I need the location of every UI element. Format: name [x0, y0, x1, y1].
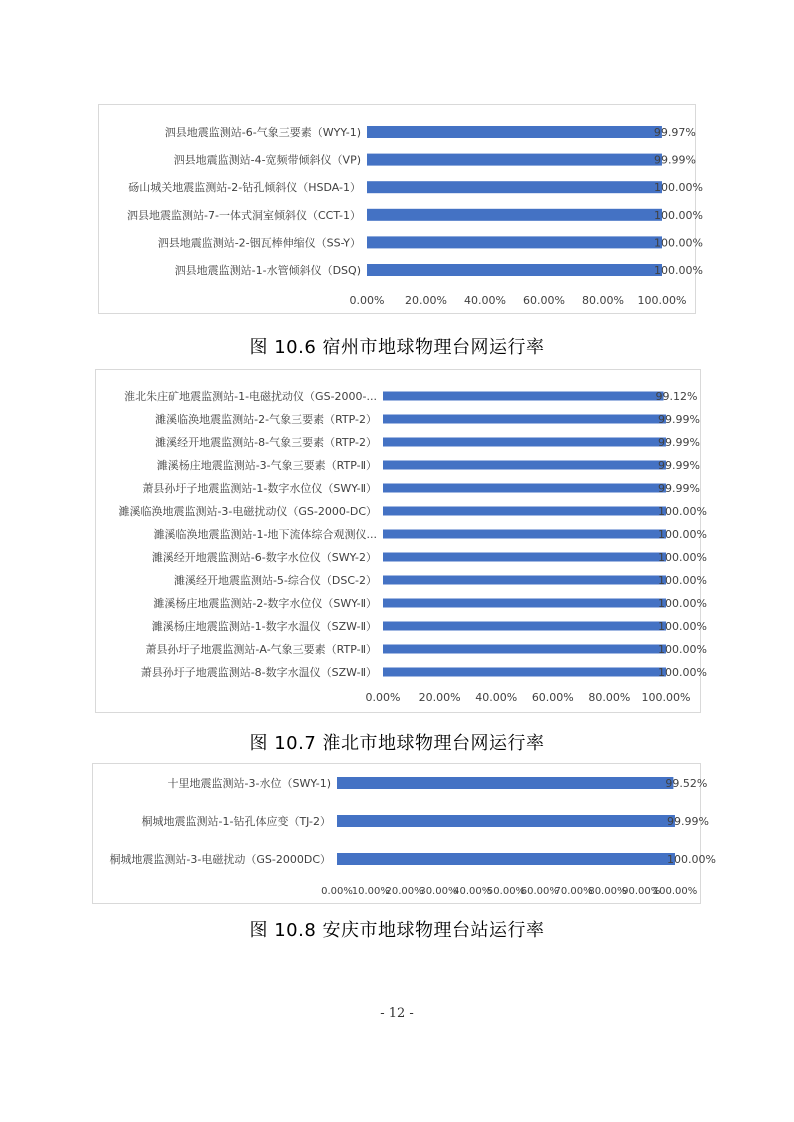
bar — [383, 415, 666, 424]
data-label: 99.99% — [666, 815, 709, 828]
bar — [383, 392, 664, 401]
x-tick-label: 20.00% — [405, 294, 447, 307]
bar — [383, 668, 666, 677]
data-label: 100.00% — [654, 236, 703, 250]
x-tick-label: 100.00% — [637, 294, 687, 307]
x-tick-label: 10.00% — [351, 886, 390, 897]
category-label: 泗县地震监测站-1-水管倾斜仪（DSQ) — [174, 264, 361, 277]
x-tick-label: 0.00% — [321, 886, 353, 897]
bar — [337, 777, 673, 789]
category-label: 萧县孙圩子地震监测站-8-数字水温仪（SZW-Ⅱ） — [140, 666, 377, 679]
page-number: - 12 - — [380, 1006, 414, 1021]
data-label: 99.52% — [665, 777, 708, 790]
data-label: 100.00% — [658, 528, 707, 541]
category-label: 桐城地震监测站-3-电磁扰动（GS-2000DC） — [109, 853, 331, 866]
x-tick-label: 40.00% — [453, 886, 492, 897]
category-label: 濉溪临涣地震监测站-1-地下流体综合观测仪... — [153, 528, 377, 541]
bar — [367, 154, 662, 166]
x-tick-label: 0.00% — [349, 294, 385, 307]
x-tick-label: 80.00% — [588, 691, 631, 704]
category-label: 泗县地震监测站-4-宽频带倾斜仪（VP) — [173, 153, 361, 167]
bar — [383, 438, 666, 447]
x-tick-label: 80.00% — [582, 294, 624, 307]
category-label: 桐城地震监测站-1-钻孔体应变（TJ-2） — [141, 815, 331, 828]
data-label: 99.12% — [655, 390, 698, 403]
bar — [383, 622, 666, 631]
x-tick-label: 60.00% — [523, 294, 565, 307]
x-tick-label: 100.00% — [641, 691, 691, 704]
x-tick-label: 60.00% — [531, 691, 574, 704]
data-label: 99.99% — [653, 153, 696, 167]
x-tick-label: 20.00% — [385, 886, 424, 897]
bar — [367, 236, 662, 248]
data-label: 99.97% — [653, 126, 696, 139]
chart-anqing-svg — [93, 764, 716, 903]
bar — [383, 461, 666, 470]
chart-huaibei-svg — [96, 370, 707, 712]
x-tick-label: 80.00% — [588, 886, 627, 897]
category-label: 濉溪经开地震监测站-8-气象三要素（RTP-2） — [155, 436, 377, 449]
bar — [383, 553, 666, 562]
data-label: 100.00% — [658, 505, 707, 518]
chart-suzhou-svg — [99, 105, 703, 313]
x-tick-label: 40.00% — [475, 691, 518, 704]
bar — [337, 815, 675, 827]
data-label: 100.00% — [654, 181, 703, 195]
data-label: 100.00% — [658, 551, 707, 564]
category-label: 萧县孙圩子地震监测站-A-气象三要素（RTP-Ⅱ） — [145, 643, 377, 656]
x-tick-label: 40.00% — [464, 294, 506, 307]
x-tick-label: 100.00% — [652, 886, 698, 897]
category-label: 濉溪临涣地震监测站-2-气象三要素（RTP-2） — [155, 413, 377, 426]
x-tick-label: 90.00% — [622, 886, 661, 897]
bar — [383, 576, 666, 585]
data-label: 100.00% — [654, 264, 703, 277]
bar — [367, 126, 662, 138]
data-label: 100.00% — [654, 208, 703, 222]
bar — [383, 507, 666, 516]
x-tick-label: 70.00% — [554, 886, 593, 897]
x-tick-label: 20.00% — [418, 691, 461, 704]
bar — [383, 599, 666, 608]
category-label: 砀山城关地震监测站-2-钻孔倾斜仪（HSDA-1） — [128, 181, 361, 195]
data-label: 99.99% — [657, 413, 700, 426]
bar — [383, 645, 666, 654]
category-label: 泗县地震监测站-6-气象三要素（WYY-1) — [164, 126, 361, 139]
category-label: 萧县孙圩子地震监测站-1-数字水位仪（SWY-Ⅱ） — [142, 482, 377, 495]
bar — [337, 853, 675, 865]
category-label: 泗县地震监测站-7-一体式洞室倾斜仪（CCT-1） — [127, 208, 361, 222]
caption-fig-10-7: 图 10.7 淮北市地球物理台网运行率 — [249, 733, 545, 754]
x-tick-label: 0.00% — [365, 691, 401, 704]
bar — [367, 264, 662, 276]
data-label: 99.99% — [657, 459, 700, 472]
category-label: 泗县地震监测站-2-铟瓦棒伸缩仪（SS-Y） — [157, 236, 361, 250]
caption-fig-10-8: 图 10.8 安庆市地球物理台站运行率 — [249, 920, 545, 941]
category-label: 濉溪临涣地震监测站-3-电磁扰动仪（GS-2000-DC） — [118, 505, 377, 518]
data-label: 100.00% — [658, 620, 707, 633]
category-label: 濉溪杨庄地震监测站-3-气象三要素（RTP-Ⅱ） — [156, 459, 377, 472]
category-label: 濉溪经开地震监测站-5-综合仪（DSC-2） — [173, 574, 377, 587]
x-tick-label: 60.00% — [520, 886, 559, 897]
data-label: 100.00% — [658, 597, 707, 610]
data-label: 99.99% — [657, 482, 700, 495]
caption-fig-10-6: 图 10.6 宿州市地球物理台网运行率 — [249, 337, 545, 358]
x-tick-label: 50.00% — [486, 886, 526, 897]
data-label: 100.00% — [658, 643, 707, 656]
data-label: 100.00% — [667, 853, 716, 866]
bar — [367, 209, 662, 221]
bar — [367, 181, 662, 193]
category-label: 十里地震监测站-3-水位（SWY-1) — [167, 777, 331, 790]
category-label: 濉溪杨庄地震监测站-2-数字水位仪（SWY-Ⅱ） — [153, 597, 377, 610]
chart-suzhou — [98, 104, 703, 314]
category-label: 淮北朱庄矿地震监测站-1-电磁扰动仪（GS-2000-... — [124, 390, 377, 403]
x-tick-label: 30.00% — [419, 886, 458, 897]
chart-huaibei — [95, 369, 707, 713]
bar — [383, 530, 666, 539]
category-label: 濉溪经开地震监测站-6-数字水位仪（SWY-2） — [151, 551, 377, 564]
chart-anqing — [92, 763, 716, 904]
data-label: 99.99% — [657, 436, 700, 449]
bar — [383, 484, 666, 493]
category-label: 濉溪杨庄地震监测站-1-数字水温仪（SZW-Ⅱ） — [151, 620, 377, 633]
data-label: 100.00% — [658, 574, 707, 587]
data-label: 100.00% — [658, 666, 707, 679]
